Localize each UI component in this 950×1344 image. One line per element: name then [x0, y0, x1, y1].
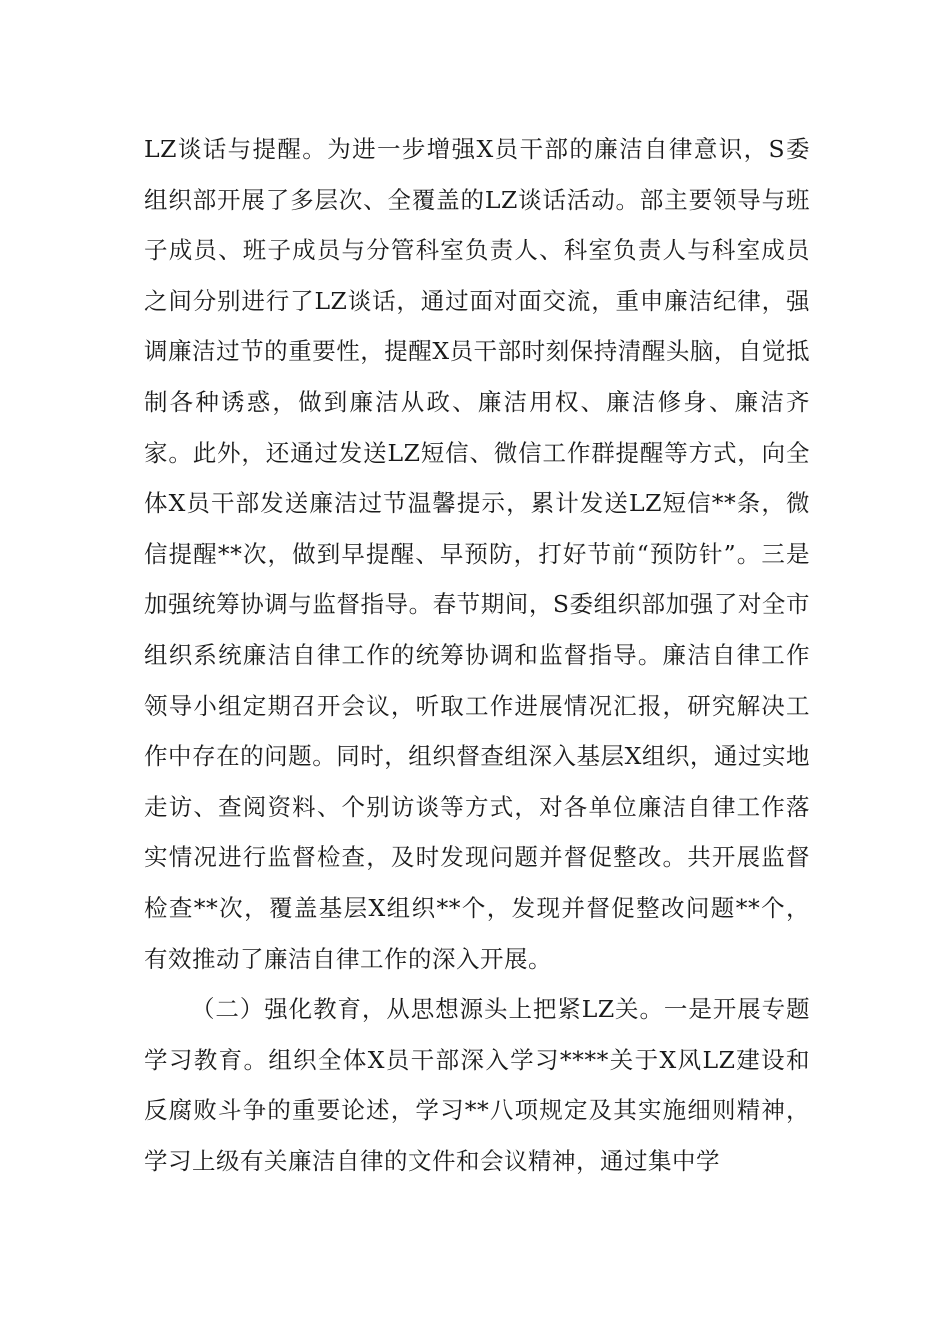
- paragraph-section-two: （二）强化教育，从思想源头上把紧LZ关。一是开展专题学习教育。组织全体X员干部深入学习****关于X风LZ建设和反腐败斗争的重要论述，学习**八项规定及其实施细则精神，学习上级有关廉洁自律的文件和会议精神，通过集中学: [144, 995, 810, 1175]
- paragraph-continuation: LZ谈话与提醒。为进一步增强X员干部的廉洁自律意识，S委组织部开展了多层次、全覆盖的LZ谈话活动。部主要领导与班子成员、班子成员与分管科室负责人、科室负责人与科室成员之间分别进行了LZ谈话，通过面对面交流，重申廉洁纪律，强调廉洁过节的重要性，提醒X员干部时刻保持清醒头脑，自觉抵制各种诱惑，做到廉洁从政、廉洁用权、廉洁修身、廉洁齐家。此外，还通过发送LZ短信、微信工作群提醒等方式，向全体X员干部发送廉洁过节温馨提示，累计发送LZ短信**条，微信提醒**次，做到早提醒、早预防，打好节前“预防针”。三是加强统筹协调与监督指导。春节期间，S委组织部加强了对全市组织系统廉洁自律工作的统筹协调和监督指导。廉洁自律工作领导小组定期召开会议，听取工作进展情况汇报，研究解决工作中存在的问题。同时，组织督查组深入基层X组织，通过实地走访、查阅资料、个别访谈等方式，对各单位廉洁自律工作落实情况进行监督检查，及时发现问题并督促整改。共开展监督检查**次，覆盖基层X组织**个，发现并督促整改问题**个，有效推动了廉洁自律工作的深入开展。: [144, 135, 810, 973]
- document-body: [144, 124, 810, 1186]
